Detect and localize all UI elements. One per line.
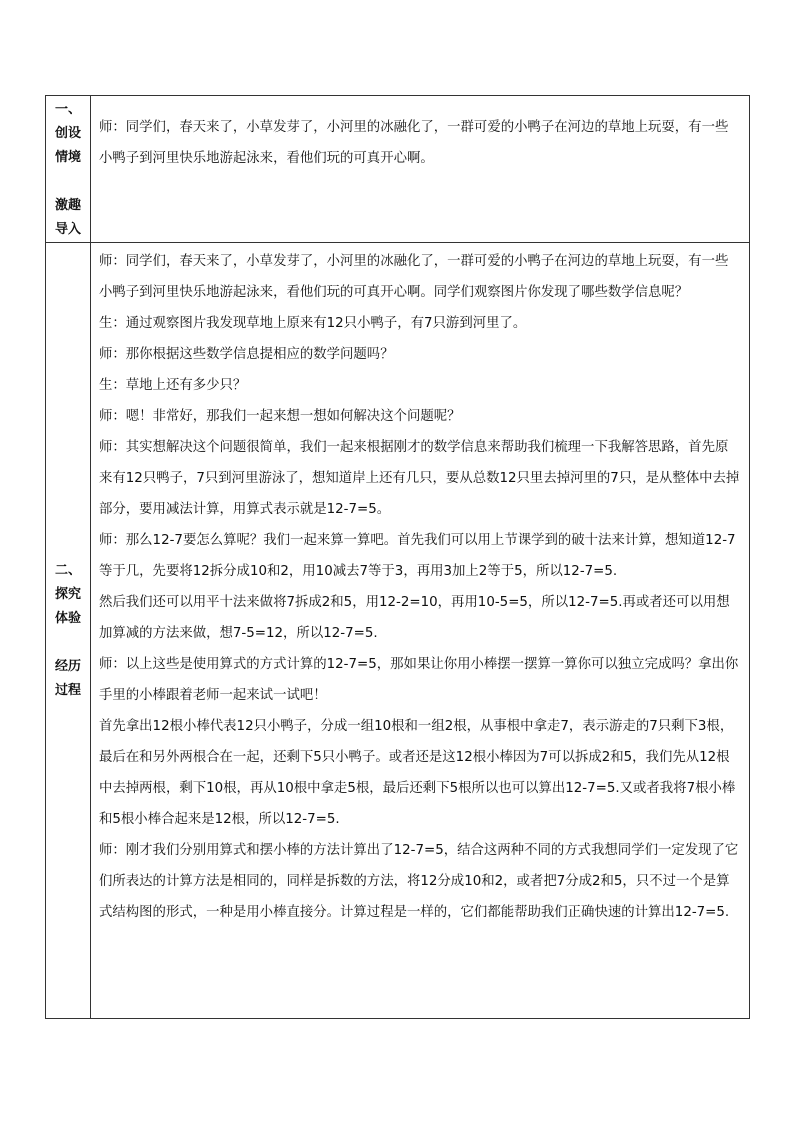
label-line: 创设	[54, 126, 81, 141]
paragraph: 然后我们还可以用平十法来做将7拆成2和5，用12-2=10，再用10-5=5，所以12-7=5.再或者还可以用想加算减的方法来做，想7-5=12，所以12-7=5.	[99, 595, 730, 641]
paragraph: 首先拿出12根小棒代表12只小鸭子，分成一组10根和一组2根，从事根中拿走7，表示游走的7只剩下3根，最后在和另外两根合在一起，还剩下5只小鸭子。或者还是这12根小棒因为7可以拆成2和5，我们先从12根中去掉两根，剩下10根，再从10根中拿走5根，最后还剩下5根所以也可以算出12-7=5.又或者我将7根小棒和5根小棒合起来是12根，所以12-7=5.	[99, 719, 736, 827]
lesson-plan-table	[45, 95, 750, 1019]
label-line: 一、	[54, 102, 81, 117]
paragraph: 师：同学们，春天来了，小草发芽了，小河里的冰融化了，一群可爱的小鸭子在河边的草地上玩耍，有一些小鸭子到河里快乐地游起泳来，看他们玩的可真开心啊。同学们观察图片你发现了哪些数学信息呢？	[99, 254, 729, 300]
label-line: 导入	[54, 222, 81, 237]
section-label-explore	[46, 243, 91, 1019]
section-label-intro	[46, 96, 91, 243]
paragraph: 师：同学们，春天来了，小草发芽了，小河里的冰融化了，一群可爱的小鸭子在河边的草地上玩耍，有一些小鸭子到河里快乐地游起泳来，看他们玩的可真开心啊。	[99, 120, 729, 166]
paragraph: 生：草地上还有多少只？	[99, 378, 247, 393]
label-gap	[46, 631, 90, 655]
label-line: 过程	[54, 682, 81, 698]
paragraph: 师：嗯！非常好，那我们一起来想一想如何解决这个问题呢？	[99, 409, 461, 424]
paragraph: 师：刚才我们分别用算式和摆小棒的方法计算出了12-7=5，结合这两种不同的方式我想同学们一定发现了它们所表达的计算方法是相同的，同样是拆数的方法，将12分成10和2，或者把7分成2和5，只不过一个是算式结构图的形式，一种是用小棒直接分。计算过程是一样的，它们都能帮助我们正确快速的计算出12-7=5.	[99, 843, 739, 920]
section-row-intro	[46, 96, 750, 243]
label-line: 二、	[54, 562, 81, 578]
paragraph: 师：以上这些是使用算式的方式计算的12-7=5，那如果让你用小棒摆一摆算一算你可以独立完成吗？拿出你手里的小棒跟着老师一起来试一试吧！	[99, 657, 739, 703]
label-line: 经历	[54, 658, 81, 674]
paragraph: 师：那你根据这些数学信息提相应的数学问题吗？	[99, 347, 394, 362]
label-line: 体验	[54, 610, 81, 626]
label-line: 情境	[54, 150, 81, 165]
paragraph: 师：其实想解决这个问题很简单，我们一起来根据刚才的数学信息来帮助我们梳理一下我解答思路，首先原来有12只鸭子，7只到河里游泳了，想知道岸上还有几只，要从总数12只里去掉河里的7只，是从整体中去掉部分，要用减法计算，用算式表示就是12-7=5。	[99, 440, 740, 517]
section-content-intro	[91, 96, 750, 243]
label-line: 探究	[54, 586, 81, 602]
section-row-explore	[46, 243, 750, 1019]
paragraph: 生：通过观察图片我发现草地上原来有12只小鸭子，有7只游到河里了。	[99, 316, 527, 331]
label-line: 激趣	[54, 198, 81, 213]
paragraph: 师：那么12-7要怎么算呢？我们一起来算一算吧。首先我们可以用上节课学到的破十法来计算，想知道12-7等于几，先要将12拆分成10和2，用10减去7等于3，再用3加上2等于5，所以12-7=5.	[99, 533, 736, 579]
label-gap	[46, 170, 90, 194]
section-content-explore	[91, 243, 750, 1019]
